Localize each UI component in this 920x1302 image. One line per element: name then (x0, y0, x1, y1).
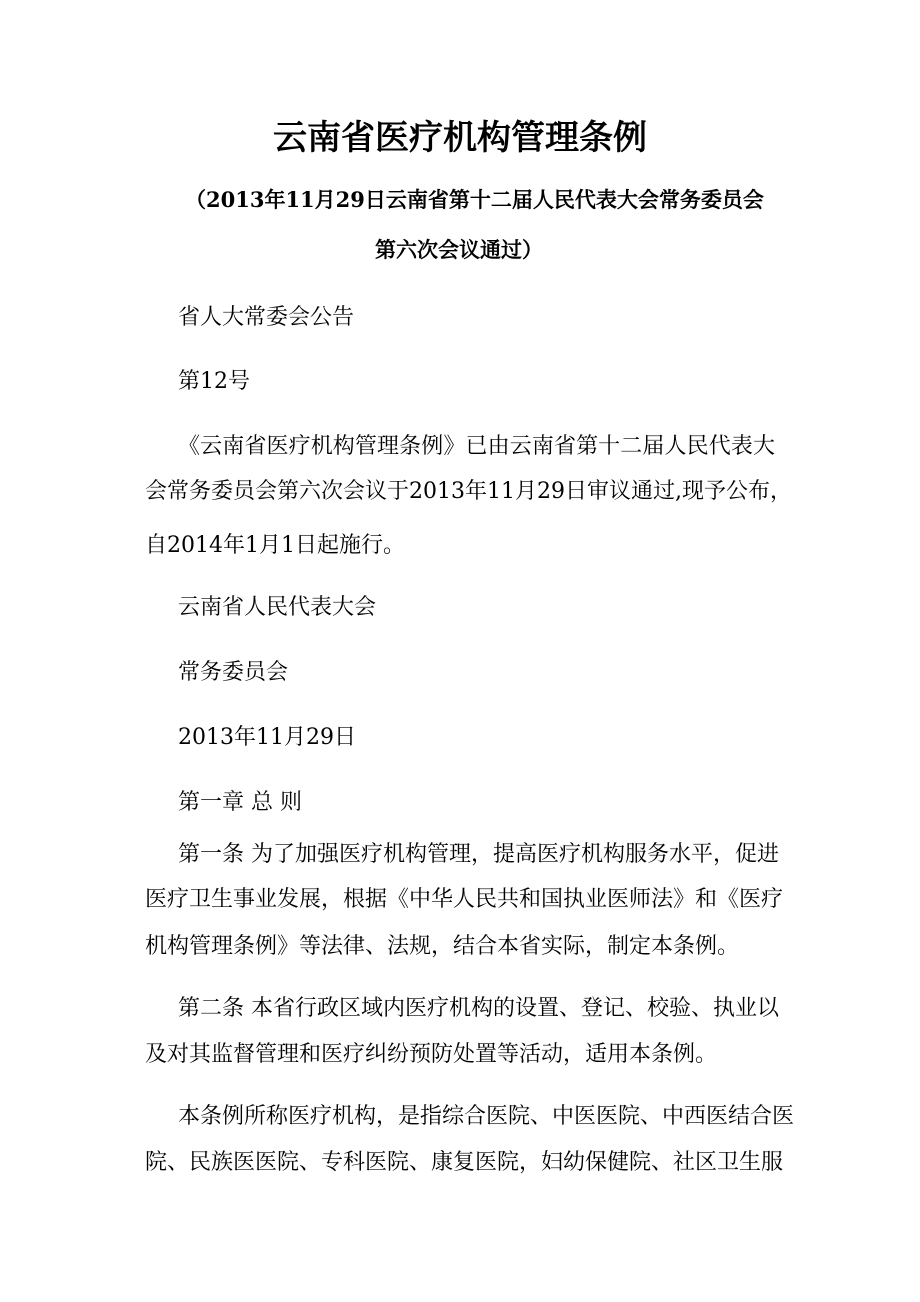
issuer-line: 云南省人民代表大会 (178, 595, 377, 620)
article-line: 机构管理条例》等法律、法规，结合本省实际，制定本条例。 (145, 934, 740, 959)
article-line: 本条例所称医疗机构，是指综合医院、中医医院、中西医结合医 (178, 1104, 795, 1129)
subtitle-line-2: 第六次会议通过） (375, 237, 543, 262)
subtitle-line-1: （2013年11月29日云南省第十二届人民代表大会常务委员会 (185, 187, 764, 212)
announcement-body-line: 《云南省医疗机构管理条例》已由云南省第十二届人民代表大 (178, 434, 775, 459)
article-line: 院、民族医医院、专科医院、康复医院，妇幼保健院、社区卫生服 (145, 1150, 784, 1175)
announcement-header: 省人大常委会公告 (178, 305, 355, 330)
announcement-body-line: 自2014年1月1日起施行。 (145, 533, 405, 558)
announcement-number: 第12号 (178, 369, 250, 394)
announcement-body-line: 会常务委员会第六次会议于2013年11月29日审议通过,现予公布， (145, 479, 792, 504)
article-line: 第一条 为了加强医疗机构管理，提高医疗机构服务水平，促进 (178, 842, 779, 867)
article-line: 及对其监督管理和医疗纠纷预防处置等活动，适用本条例。 (145, 1042, 718, 1067)
issuer-line: 常务委员会 (178, 660, 289, 685)
issue-date: 2013年11月29日 (178, 725, 356, 750)
chapter-heading: 第一章 总 则 (178, 790, 302, 815)
article-line: 第二条 本省行政区域内医疗机构的设置、登记、校验、执业以 (178, 996, 779, 1021)
article-line: 医疗卫生事业发展，根据《中华人民共和国执业医师法》和《医疗 (145, 887, 784, 912)
document-title: 云南省医疗机构管理条例 (273, 118, 647, 158)
